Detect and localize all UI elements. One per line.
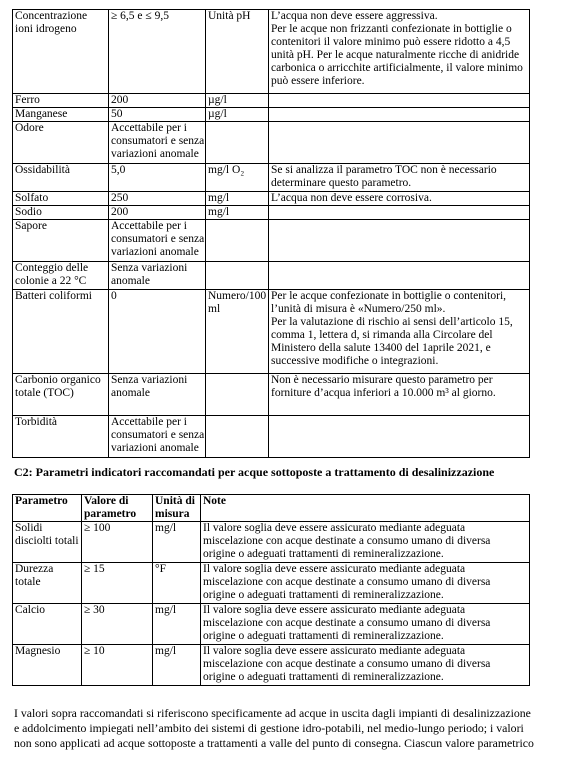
column-header: [153, 495, 201, 522]
note-text: può essere inferiore.: [271, 75, 365, 87]
parameter-text: Concentrazione: [15, 10, 88, 22]
note-text: origine o adeguati trattamenti di remineralizzazione.: [203, 548, 444, 560]
parameter-text: totale: [15, 576, 41, 588]
parameter-cell: [13, 94, 109, 108]
parameter-cell: [13, 10, 109, 94]
unit-text: mg/l: [208, 192, 230, 204]
parameter-text: Solfato: [15, 192, 49, 204]
value-text: consumatori e senza: [111, 135, 205, 147]
table-header-row: [13, 495, 530, 522]
note-text: origine o adeguati trattamenti di remineralizzazione.: [203, 630, 444, 642]
section-heading: C2: Parametri indicatori raccomandati per acque sottoposte a trattamento di desalinizzazione: [14, 465, 495, 479]
parameter-text: Sapore: [15, 220, 47, 232]
value-cell: [109, 122, 206, 164]
value-cell: [82, 645, 153, 686]
parameter-text: disciolti totali: [15, 535, 79, 547]
note-text: Non è necessario misurare questo parametro per: [271, 374, 493, 386]
note-text: Per la valutazione di rischio ai sensi dell’articolo 15,: [271, 316, 513, 328]
unit-cell: [206, 122, 269, 164]
unit-text: Unità pH: [208, 10, 251, 22]
footer-paragraph: [14, 706, 534, 751]
parameter-text: Batteri coliformi: [15, 290, 92, 302]
parameter-text: Odore: [15, 122, 44, 134]
column-header: [13, 495, 82, 522]
note-text: miscelazione con acque destinate a consumo umano di diversa: [203, 617, 491, 629]
note-text: Ministero della salute 13400 del 1aprile 2021, e: [271, 342, 491, 354]
note-text: Il valore soglia deve essere assicurato mediante adeguata: [203, 522, 466, 534]
unit-text: ml: [208, 303, 221, 315]
value-cell: [109, 374, 206, 416]
table-row: [13, 645, 530, 686]
note-cell: [201, 522, 530, 563]
value-cell: [109, 206, 206, 220]
parameter-text: Ossidabilità: [15, 164, 70, 176]
parameter-cell: [13, 522, 82, 563]
table-row: [13, 262, 530, 290]
value-text: ≥ 6,5 e ≤ 9,5: [111, 10, 169, 22]
parameter-text: Carbonio organico: [15, 374, 101, 386]
value-text: Senza variazioni: [111, 262, 188, 274]
paragraph-line: e addolcimento impiegati nell’ambito dei sistemi di gestione idro-potabili, nel medio-lungo periodo; i valori: [14, 721, 524, 735]
table-row: [13, 290, 530, 374]
value-cell: [82, 563, 153, 604]
unit-cell: [206, 192, 269, 206]
note-cell: [269, 192, 530, 206]
unit-text: mg/l: [155, 522, 177, 534]
value-text: 5,0: [111, 164, 126, 176]
column-header-text: Unità di: [155, 495, 195, 507]
table-row: [13, 164, 530, 192]
value-cell: [109, 220, 206, 262]
parameter-cell: [13, 206, 109, 220]
column-header-text: parametro: [84, 508, 137, 520]
value-text: 200: [111, 206, 129, 218]
parameter-cell: [13, 604, 82, 645]
column-header-text: misura: [155, 508, 190, 520]
unit-text: mg/l: [155, 604, 177, 616]
unit-cell: [206, 416, 269, 458]
note-text: determinare questo parametro.: [271, 177, 412, 189]
parameter-text: ioni idrogeno: [15, 23, 77, 35]
note-cell: [201, 563, 530, 604]
note-cell: [269, 262, 530, 290]
value-text: ≥ 30: [84, 604, 105, 616]
unit-text: Numero/100: [208, 290, 267, 302]
paragraph-line: I valori sopra raccomandati si riferiscono specificamente ad acque in uscita dagli impianti di desalinizzazione: [14, 706, 531, 720]
value-text: Senza variazioni: [111, 374, 188, 386]
parameter-cell: [13, 645, 82, 686]
value-text: consumatori e senza: [111, 429, 205, 441]
value-text: 0: [111, 290, 117, 302]
value-cell: [109, 192, 206, 206]
parameter-cell: [13, 262, 109, 290]
unit-cell: [206, 10, 269, 94]
parameter-cell: [13, 164, 109, 192]
note-text: miscelazione con acque destinate a consumo umano di diversa: [203, 535, 491, 547]
column-header-text: Parametro: [15, 495, 68, 507]
parameter-cell: [13, 290, 109, 374]
table-row: [13, 522, 530, 563]
value-cell: [109, 416, 206, 458]
parameter-cell: [13, 563, 82, 604]
value-text: Accettabile per i: [111, 220, 187, 232]
value-text: variazioni anomale: [111, 148, 199, 160]
unit-cell: [153, 563, 201, 604]
value-text: 50: [111, 108, 123, 120]
parameter-text: Solidi: [15, 522, 43, 534]
parameter-cell: [13, 122, 109, 164]
note-text: origine o adeguati trattamenti di remineralizzazione.: [203, 589, 444, 601]
parameter-cell: [13, 374, 109, 416]
table-row: [13, 220, 530, 262]
note-text: miscelazione con acque destinate a consumo umano di diversa: [203, 576, 491, 588]
note-cell: [269, 122, 530, 164]
note-text: origine o adeguati trattamenti di remineralizzazione.: [203, 671, 444, 683]
column-header: [82, 495, 153, 522]
desalination-parameters-table: [12, 494, 530, 686]
parameter-text: Manganese: [15, 108, 68, 120]
note-cell: [269, 374, 530, 416]
table-row: [13, 122, 530, 164]
note-text: l’unità di misura è «Numero/250 ml».: [271, 303, 446, 315]
note-cell: [269, 94, 530, 108]
parameter-text: Calcio: [15, 604, 46, 616]
parameter-cell: [13, 220, 109, 262]
unit-text: °F: [155, 563, 166, 575]
unit-cell: [206, 220, 269, 262]
note-text: Il valore soglia deve essere assicurato mediante adeguata: [203, 604, 466, 616]
table-row: [13, 94, 530, 108]
note-cell: [269, 164, 530, 192]
value-text: variazioni anomale: [111, 442, 199, 454]
note-text: Il valore soglia deve essere assicurato mediante adeguata: [203, 645, 466, 657]
unit-text: mg/l: [208, 206, 230, 218]
column-header-text: Valore di: [84, 495, 129, 507]
value-text: ≥ 15: [84, 563, 105, 575]
note-text: miscelazione con acque destinate a consumo umano di diversa: [203, 658, 491, 670]
paragraph-line: non sono applicati ad acque sottoposte a trattamenti a valle del punto di consegna. Ciascun valore parametrico: [14, 736, 534, 750]
column-header-text: Note: [203, 495, 226, 507]
unit-cell: [206, 206, 269, 220]
value-cell: [82, 522, 153, 563]
value-text: Accettabile per i: [111, 416, 187, 428]
unit-text: mg/l: [155, 645, 177, 657]
note-text: Il valore soglia deve essere assicurato mediante adeguata: [203, 563, 466, 575]
parameter-text: Durezza: [15, 563, 54, 575]
value-text: 250: [111, 192, 129, 204]
table-row: [13, 563, 530, 604]
parameter-text: Sodio: [15, 206, 42, 218]
note-text: L’acqua non deve essere aggressiva.: [271, 10, 438, 22]
unit-cell: [153, 522, 201, 563]
note-cell: [269, 206, 530, 220]
unit-cell: [206, 290, 269, 374]
unit-text: mg/l O₂: [208, 164, 245, 176]
note-text: contenitori il valore minimo può essere ridotto a 4,5: [271, 36, 511, 48]
unit-text: µg/l: [208, 108, 227, 120]
note-text: Se si analizza il parametro TOC non è necessario: [271, 164, 497, 176]
value-cell: [109, 94, 206, 108]
note-text: comma 1, lettera d, si rimanda alla Circolare del: [271, 329, 493, 341]
value-cell: [109, 262, 206, 290]
unit-cell: [153, 604, 201, 645]
table-row: [13, 108, 530, 122]
value-text: Accettabile per i: [111, 122, 187, 134]
value-cell: [109, 290, 206, 374]
note-cell: [269, 416, 530, 458]
unit-cell: [206, 262, 269, 290]
column-header: [201, 495, 530, 522]
note-cell: [201, 604, 530, 645]
unit-cell: [153, 645, 201, 686]
note-text: successive modifiche o integrazioni.: [271, 355, 439, 367]
value-cell: [109, 108, 206, 122]
parameter-cell: [13, 108, 109, 122]
note-text: forniture d’acqua inferiori a 10.000 m³ al giorno.: [271, 387, 496, 399]
value-text: anomale: [111, 387, 150, 399]
value-text: ≥ 10: [84, 645, 105, 657]
note-cell: [269, 290, 530, 374]
note-text: L’acqua non deve essere corrosiva.: [271, 192, 432, 204]
table-row: [13, 206, 530, 220]
parameter-text: Magnesio: [15, 645, 61, 657]
note-text: Per le acque non frizzanti confezionate in bottiglie o: [271, 23, 512, 35]
table-row: [13, 416, 530, 458]
parameters-table: [12, 9, 530, 458]
note-text: unità pH. Per le acque naturalmente ricche di anidride: [271, 49, 520, 61]
table-row: [13, 374, 530, 416]
parameter-cell: [13, 192, 109, 206]
value-text: 200: [111, 94, 129, 106]
table-row: [13, 192, 530, 206]
value-text: ≥ 100: [84, 522, 111, 534]
parameter-text: Conteggio delle: [15, 262, 89, 274]
note-text: carbonica o arricchite artificialmente, il valore minimo: [271, 62, 523, 74]
parameter-text: colonie a 22 °C: [15, 275, 87, 287]
table-row: [13, 10, 530, 94]
unit-cell: [206, 94, 269, 108]
value-text: consumatori e senza: [111, 233, 205, 245]
note-cell: [269, 108, 530, 122]
parameter-text: Torbidità: [15, 416, 57, 428]
note-cell: [201, 645, 530, 686]
note-cell: [269, 10, 530, 94]
unit-text: µg/l: [208, 94, 227, 106]
unit-cell: [206, 374, 269, 416]
unit-cell: [206, 164, 269, 192]
value-text: variazioni anomale: [111, 246, 199, 258]
value-cell: [82, 604, 153, 645]
parameter-text: totale (TOC): [15, 387, 74, 399]
table-row: [13, 604, 530, 645]
note-text: Per le acque confezionate in bottiglie o contenitori,: [271, 290, 507, 302]
value-text: anomale: [111, 275, 150, 287]
parameter-text: Ferro: [15, 94, 40, 106]
value-cell: [109, 164, 206, 192]
value-cell: [109, 10, 206, 94]
parameter-cell: [13, 416, 109, 458]
note-cell: [269, 220, 530, 262]
unit-cell: [206, 108, 269, 122]
